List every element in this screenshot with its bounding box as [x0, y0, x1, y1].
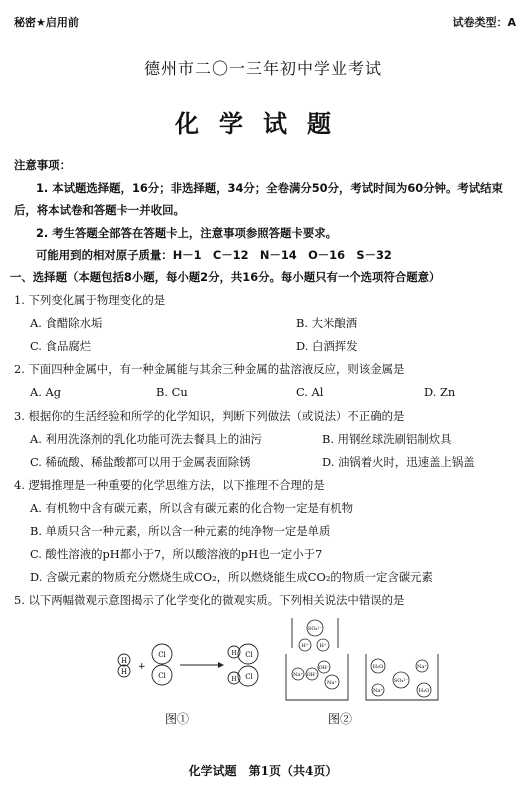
plus-sign: +	[138, 662, 146, 672]
figure-1-diagram	[110, 632, 280, 702]
q2-option-b: B. Cu	[156, 385, 188, 399]
q2-option-a: A. Ag	[30, 385, 61, 399]
q3-option-a: A. 利用洗涤剂的乳化功能可洗去餐具上的油污	[30, 432, 262, 446]
note-2: 2. 考生答题全部答在答题卡上，注意事项参照答题卡要求。	[36, 226, 337, 240]
h-label-top: H	[120, 657, 128, 665]
so4-label-top: SO₄²⁻	[307, 626, 323, 632]
q3-option-d: D. 油锅着火时，迅速盖上锅盖	[322, 455, 475, 469]
na-label-3: Na⁺	[417, 664, 427, 670]
q3-option-b: B. 用钢丝球洗刷铝制炊具	[322, 432, 452, 446]
figure-1-caption: 图①	[165, 712, 190, 726]
q1-option-a: A. 食醋除水垢	[30, 316, 103, 330]
q3-option-c: C. 稀硫酸、稀盐酸都可以用于金属表面除锈	[30, 455, 251, 469]
q1-option-d: D. 白酒挥发	[296, 339, 358, 353]
q1-option-c: C. 食品腐烂	[30, 339, 92, 353]
reaction-arrow-head	[218, 662, 224, 668]
question-5-stem: 5. 以下两幅微观示意图揭示了化学变化的微观实质。下列相关说法中错误的是	[14, 593, 405, 607]
oh-label-2: OH⁻	[318, 665, 330, 671]
h2o-label-2: H₂O	[418, 688, 430, 694]
figure-2-caption: 图②	[328, 712, 353, 726]
atomic-masses: 可能用到的相对原子质量：H－1 C－12 N－14 O－16 S－32	[36, 248, 392, 262]
question-2-stem: 2. 下面四种金属中，有一种金属能与其余三种金属的盐溶液反应，则该金属是	[14, 362, 405, 376]
subject-title: 化学试题	[175, 109, 351, 138]
so4-label-bottom: SO₄²⁻	[393, 678, 409, 684]
hcl-h-label-bottom: H	[231, 676, 237, 683]
na-label-1: Na⁺	[293, 672, 303, 678]
hcl-cl-label-bottom: Cl	[245, 673, 253, 681]
q4-option-a: A. 有机物中含有碳元素，所以含有碳元素的化合物一定是有机物	[30, 501, 354, 515]
hcl-h-label-top: H	[231, 650, 237, 657]
figure-2-diagram	[282, 612, 442, 707]
paper-type-label: 试卷类型：A	[452, 16, 516, 29]
note-1-line-2: 后，将本试卷和答题卡一并收回。	[14, 203, 185, 217]
q4-option-d: D. 含碳元素的物质充分燃烧生成CO₂，所以燃烧能生成CO₂的物质一定含碳元素	[30, 570, 433, 584]
h-label-bottom: H	[120, 668, 128, 676]
page-footer: 化学试题 第1页（共4页）	[188, 764, 338, 778]
cl-label-bottom: Cl	[158, 672, 166, 680]
hcl-cl-label-top: Cl	[245, 651, 253, 659]
exam-title: 德州市二〇一三年初中学业考试	[143, 59, 382, 78]
cl-label-top: Cl	[158, 651, 166, 659]
q4-option-c: C. 酸性溶液的pH都小于7，所以酸溶液的pH也一定小于7	[30, 547, 323, 561]
h-plus-label-left: H⁺	[301, 643, 309, 649]
note-1-line-1: 1. 本试题选择题，16分；非选择题，34分；全卷满分50分，考试时间为60分钟。考试结束	[36, 181, 503, 195]
question-1-stem: 1. 下列变化属于物理变化的是	[14, 293, 166, 307]
question-3-stem: 3. 根据你的生活经验和所学的化学知识，判断下列做法（或说法）不正确的是	[14, 409, 405, 423]
notes-heading: 注意事项：	[14, 158, 71, 172]
h-plus-label-right: H⁺	[319, 643, 327, 649]
q2-option-c: C. Al	[296, 385, 324, 399]
oh-label-1: OH⁻	[306, 672, 318, 678]
na-label-2: Na⁺	[327, 680, 337, 686]
figure-2-svg	[282, 612, 442, 707]
confidential-label: 秘密★启用前	[14, 16, 79, 29]
figure-1-svg	[110, 632, 280, 702]
question-4-stem: 4. 逻辑推理是一种重要的化学思维方法，以下推理不合理的是	[14, 478, 325, 492]
q1-option-b: B. 大米酿酒	[296, 316, 358, 330]
q2-option-d: D. Zn	[424, 385, 456, 399]
h2o-label-1: H₂O	[372, 664, 384, 670]
section-heading: 一、选择题（本题包括8小题，每小题2分，共16分。每小题只有一个选项符合题意）	[10, 270, 441, 284]
na-label-4: Na⁺	[373, 688, 383, 694]
q4-option-b: B. 单质只含一种元素，所以含一种元素的纯净物一定是单质	[30, 524, 331, 538]
